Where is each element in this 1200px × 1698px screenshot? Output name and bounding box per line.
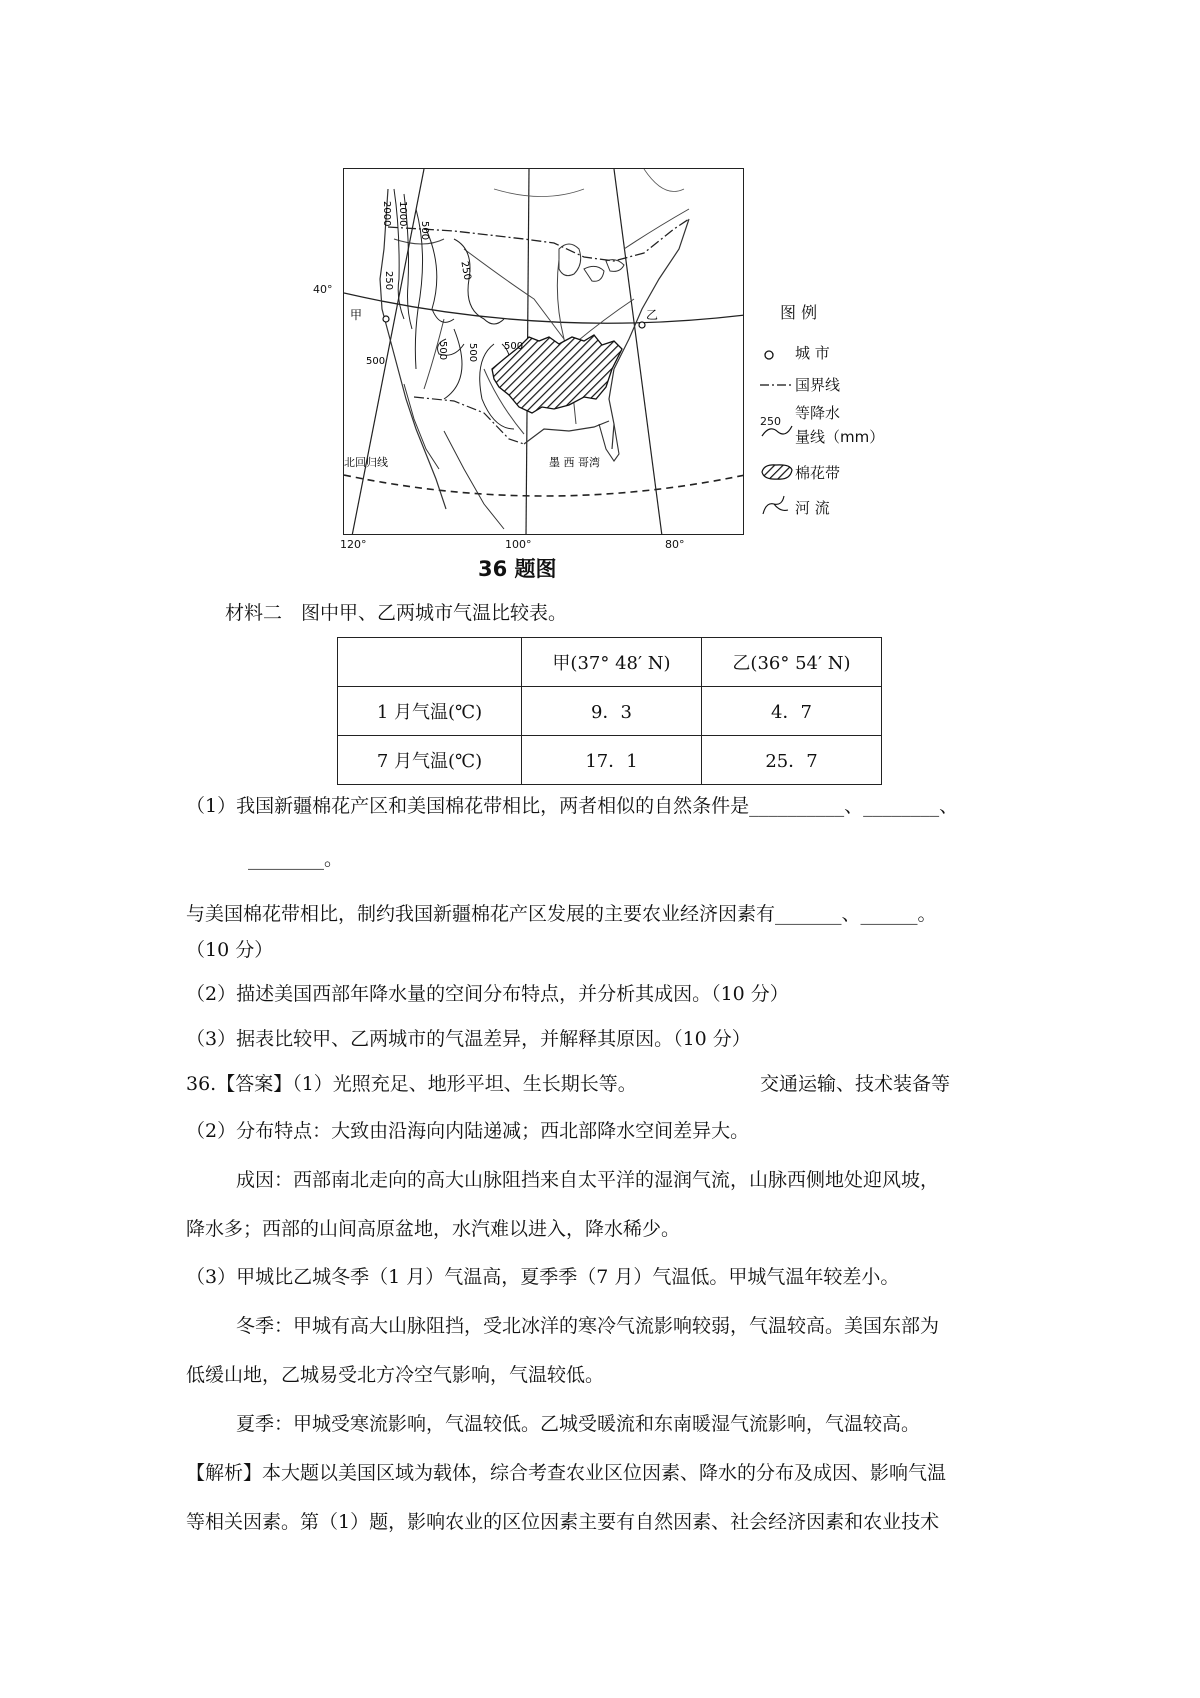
iso-label: 500 bbox=[437, 341, 448, 361]
missouri-river bbox=[464, 249, 564, 339]
legend-title: 图 例 bbox=[780, 303, 818, 322]
east-coastline bbox=[609, 219, 689, 449]
table-cell: 25．7 bbox=[702, 736, 882, 785]
answer-3: （3）甲城比乙城冬季（1 月）气温高，夏季季（7 月）气温低。甲城气温年较差小。 bbox=[186, 1266, 900, 1288]
answer-1-tail: 交通运输、技术装备等 bbox=[760, 1073, 951, 1095]
iso-label: 500 bbox=[504, 341, 524, 352]
isohyet-icon bbox=[760, 420, 794, 440]
canada-rivers bbox=[494, 169, 684, 197]
us-map-figure bbox=[343, 168, 744, 535]
table-cell: 4．7 bbox=[702, 687, 882, 736]
table-header-cell bbox=[338, 638, 522, 687]
table-cell: 7 月气温(℃) bbox=[338, 736, 522, 785]
table-header-cell: 乙(36° 54′ N) bbox=[702, 638, 882, 687]
table-cell: 1 月气温(℃) bbox=[338, 687, 522, 736]
material2-title: 材料二 图中甲、乙两城市气温比较表。 bbox=[225, 602, 568, 624]
label-yi: 乙 bbox=[646, 308, 659, 322]
answer-2-reason-2: 降水多；西部的山间高原盆地，水汽难以进入，降水稀少。 bbox=[186, 1218, 681, 1240]
analysis-line-2: 等相关因素。第（1）题，影响农业的区位因素主要有自然因素、社会经济因素和农业技术 bbox=[186, 1511, 940, 1533]
border-line-icon bbox=[760, 380, 792, 390]
iso-label: 500 bbox=[419, 221, 430, 241]
answer-1: 36.【答案】（1）光照充足、地形平坦、生长期长等。 bbox=[186, 1073, 637, 1095]
analysis-line-1: 【解析】本大题以美国区域为载体，综合考查农业区位因素、降水的分布及成因、影响气温 bbox=[186, 1462, 947, 1484]
label-jia: 甲 bbox=[350, 308, 363, 322]
question-1-score: （10 分） bbox=[186, 939, 274, 961]
iso-label: 250 bbox=[458, 260, 473, 282]
gulf-coastline bbox=[524, 421, 609, 444]
river-icon bbox=[760, 494, 790, 516]
legend-isohyet-label-2: 量线（mm） bbox=[795, 428, 885, 446]
iso-label: 1000 bbox=[397, 201, 408, 227]
florida bbox=[599, 424, 619, 461]
temperature-table bbox=[337, 637, 882, 785]
question-2: （2）描述美国西部年降水量的空间分布特点，并分析其成因。（10 分） bbox=[186, 983, 789, 1005]
answer-2: （2）分布特点：大致由沿海向内陆递减；西北部降水空间差异大。 bbox=[186, 1120, 750, 1142]
iso-label: 250 bbox=[383, 271, 394, 291]
answer-3-summer: 夏季：甲城受寒流影响，气温较低。乙城受暖流和东南暖湿气流影响，气温较高。 bbox=[236, 1413, 921, 1435]
table-cell: 17．1 bbox=[522, 736, 702, 785]
legend-isohyet-value: 250 bbox=[760, 415, 781, 428]
city-yi-marker bbox=[639, 322, 645, 328]
question-1-line-1: （1）我国新疆棉花产区和美国棉花带相比，两者相似的自然条件是__________、________、 bbox=[186, 795, 959, 817]
baja-coast bbox=[404, 384, 439, 469]
table-row bbox=[338, 736, 882, 785]
answer-3-winter-1: 冬季：甲城有高大山脉阻挡，受北冰洋的寒冷气流影响较弱，气温较高。美国东部为 bbox=[236, 1315, 940, 1337]
cotton-belt-hatch-icon bbox=[760, 462, 794, 482]
ohio-river bbox=[574, 299, 634, 344]
question-3: （3）据表比较甲、乙两城市的气温差异，并解释其原因。（10 分） bbox=[186, 1028, 751, 1050]
legend-cotton-label: 棉花带 bbox=[795, 464, 841, 482]
answer-3-winter-2: 低缓山地，乙城易受北方冷空气影响，气温较低。 bbox=[186, 1364, 605, 1386]
lon-100-label: 100° bbox=[505, 538, 532, 551]
label-tropic: 北回归线 bbox=[344, 456, 388, 469]
lon-80-label: 80° bbox=[665, 538, 685, 551]
figure-caption: 36 题图 bbox=[478, 557, 557, 581]
legend-river-label: 河 流 bbox=[795, 499, 830, 517]
iso-label: 500 bbox=[366, 356, 386, 367]
table-row bbox=[338, 687, 882, 736]
iso-label: 500 bbox=[467, 343, 478, 363]
table-header-row bbox=[338, 638, 882, 687]
iso-label: 2000 bbox=[381, 201, 392, 227]
table-cell: 9．3 bbox=[522, 687, 702, 736]
isohyet-500-b bbox=[444, 329, 462, 399]
answer-2-reason-1: 成因：西部南北走向的高大山脉阻挡来自太平洋的湿润气流，山脉西侧地处迎风坡， bbox=[236, 1169, 940, 1191]
isohyet-250-b bbox=[454, 239, 504, 324]
us-mexico-border bbox=[414, 397, 524, 444]
legend-isohyet-label-1: 等降水 bbox=[795, 404, 841, 422]
city-circle-icon bbox=[762, 348, 776, 362]
legend-city-label: 城 市 bbox=[795, 344, 830, 362]
lat-40-label: 40° bbox=[313, 283, 333, 296]
us-canada-border bbox=[388, 219, 689, 261]
lon-120-label: 120° bbox=[340, 538, 367, 551]
tropic-of-cancer bbox=[344, 475, 744, 496]
us-map-svg bbox=[344, 169, 744, 535]
table-header-cell: 甲(37° 48′ N) bbox=[522, 638, 702, 687]
question-1-line-3: 与美国棉花带相比，制约我国新疆棉花产区发展的主要农业经济因素有_______、______。 bbox=[186, 903, 937, 925]
label-gulf: 墨 西 哥湾 bbox=[549, 456, 600, 469]
columbia-river bbox=[394, 239, 444, 244]
mexico-coast bbox=[444, 431, 504, 529]
city-jia-marker bbox=[383, 316, 389, 322]
legend-border-label: 国界线 bbox=[795, 376, 841, 394]
question-1-line-2: ________。 bbox=[248, 848, 344, 870]
